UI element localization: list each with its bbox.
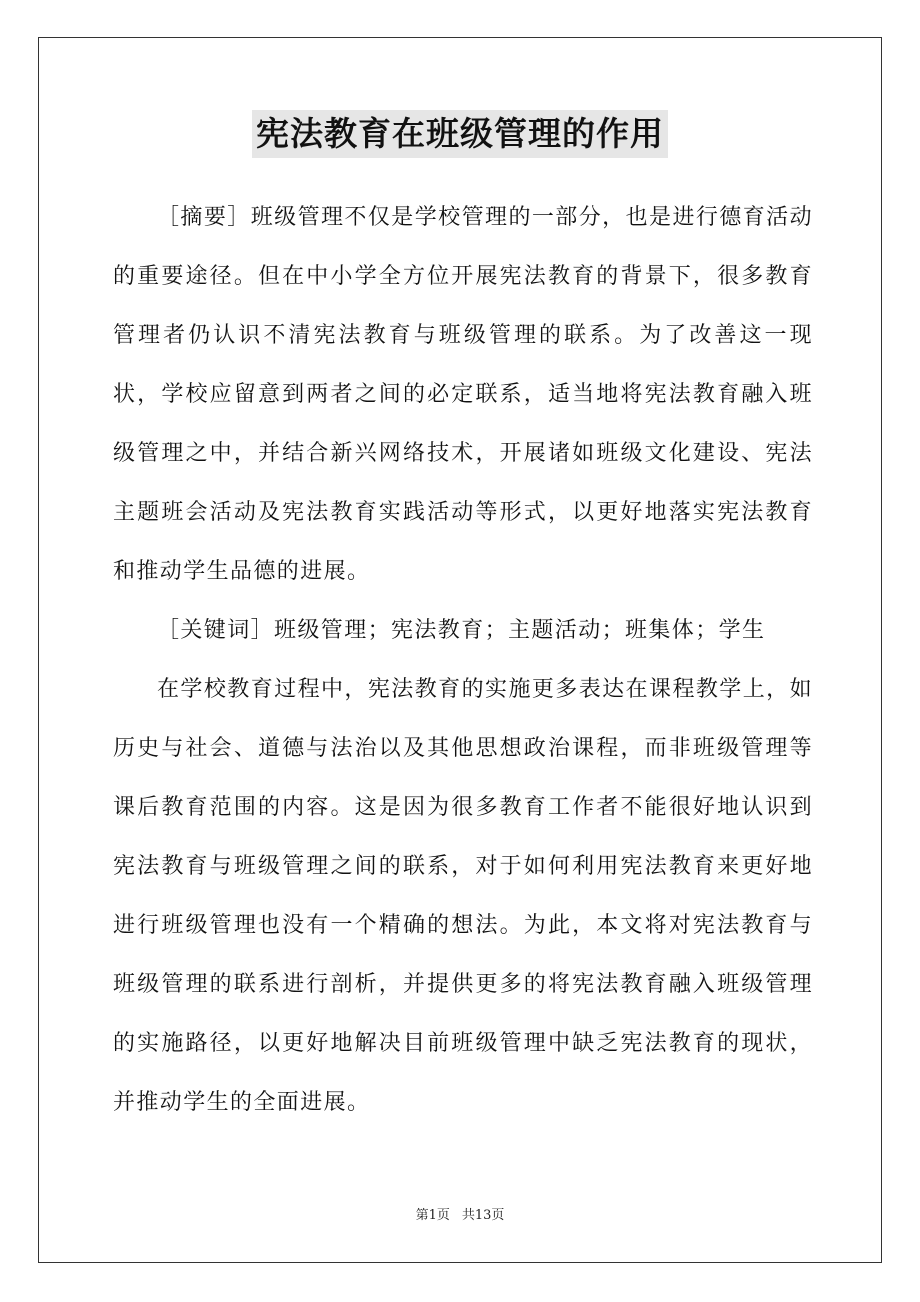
title-container <box>0 110 920 158</box>
page-footer <box>0 1204 920 1223</box>
body-paragraph: 在学校教育过程中，宪法教育的实施更多表达在课程教学上，如历史与社会、道德与法治以及其他思想政治课程，而非班级管理等课后教育范围的内容。这是因为很多教育工作者不能很好地认识到宪法教育与班级管理之间的联系，对于如何利用宪法教育来更好地进行班级管理也没有一个精确的想法。为此，本文将对宪法教育与班级管理的联系进行剖析，并提供更多的将宪法教育融入班级管理的实施路径，以更好地解决目前班级管理中缺乏宪法教育的现状，并推动学生的全面进展。 <box>113 677 813 1115</box>
document-title: 宪法教育在班级管理的作用 <box>252 110 668 158</box>
page-number: 第1页 <box>415 1208 450 1223</box>
document-body <box>113 188 813 1132</box>
abstract-paragraph: ［摘要］班级管理不仅是学校管理的一部分，也是进行德育活动的重要途径。但在中小学全方位开展宪法教育的背景下，很多教育管理者仍认识不清宪法教育与班级管理的联系。为了改善这一现状，学校应留意到两者之间的必定联系，适当地将宪法教育融入班级管理之中，并结合新兴网络技术，开展诸如班级文化建设、宪法主题班会活动及宪法教育实践活动等形式，以更好地落实宪法教育和推动学生品德的进展。 <box>113 205 813 584</box>
keywords-paragraph: ［关键词］班级管理；宪法教育；主题活动；班集体；学生 <box>157 618 766 643</box>
page-total: 共13页 <box>461 1208 505 1223</box>
